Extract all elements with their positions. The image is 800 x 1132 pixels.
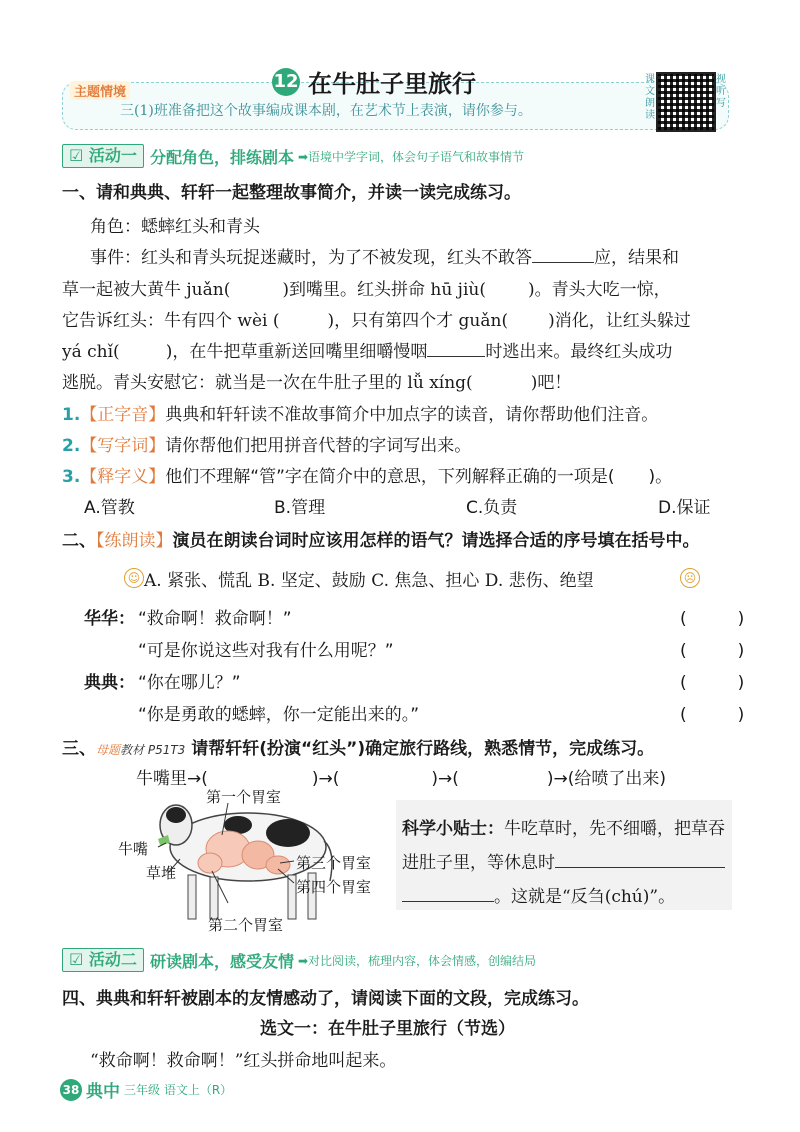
stomach-chamber [266, 856, 290, 874]
label-stomach2: 第二个胃室 [208, 916, 284, 934]
brand-logo: 典中 [86, 1082, 120, 1102]
story-line-2: 草一起被大黄牛 juǎn( )到嘴里。红头拼命 hū jiù( )。青头大吃一惊， [62, 280, 671, 300]
blank-answer[interactable] [402, 901, 494, 902]
story-line-4: yá chǐ( )，在牛把草重新送回嘴里细嚼慢咽 时逃出来。最终红头成功 [62, 342, 673, 362]
section4-heading: 四、典典和轩轩被剧本的友情感动了，请阅读下面的文段，完成练习。 [62, 989, 589, 1009]
story-line-3: 它告诉红头：牛有四个 wèi ( )，只有第四个才 guǎn( )消化，让红头躲过 [62, 311, 691, 331]
tips-line-1: 科学小贴士：牛吃草时，先不细嚼，把草吞 [402, 819, 725, 839]
speaker-huahua: 华华： [84, 609, 135, 629]
lesson-number: 12 [272, 68, 300, 96]
activity1-bar [62, 144, 524, 168]
cow-spot [266, 819, 310, 847]
dialogue-2: “可是你说这些对我有什么用呢？” [138, 641, 394, 661]
option-c[interactable]: C.负责 [466, 498, 518, 518]
qr-left-label: 课文朗读 [645, 74, 655, 121]
tips-line-3: 。这就是“反刍(chú)”。 [402, 882, 675, 907]
activity1-badge: ☑ 活动一 [62, 144, 144, 168]
stomach-chamber [198, 853, 222, 873]
cow-leg [210, 877, 218, 919]
section1-heading: 一、请和典典、轩轩一起整理故事简介，并读一读完成练习。 [62, 183, 521, 203]
cow-head-spot [166, 807, 186, 823]
roles-line: 角色：蟋蟀红头和青头 [90, 217, 260, 237]
answer-bracket-4[interactable]: ( ) [680, 705, 745, 725]
activity1-subtitle: ➡语境中学字词，体会句子语气和故事情节 [297, 149, 525, 164]
grade-label: 三年级 语文上（R） [124, 1083, 233, 1097]
answer-bracket-1[interactable]: ( ) [680, 609, 745, 629]
speaker-diandian: 典典： [84, 673, 135, 693]
blank-answer[interactable] [555, 867, 725, 868]
cow-leg [188, 875, 196, 919]
task1: 1.【正字音】典典和轩轩读不准故事简介中加点字的读音，请你帮助他们注音。 [62, 405, 659, 425]
task3: 3.【释字义】他们不理解“管”字在简介中的意思，下列解释正确的一项是( )。 [62, 467, 673, 487]
sad-face-icon: ☹ [680, 567, 700, 588]
theme-tag: 主题情境 [70, 81, 130, 100]
qr-code-icon[interactable] [656, 72, 716, 132]
story-line-5: 逃脱。青头安慰它：就当是一次在牛肚子里的 lǚ xíng( )吧！ [62, 373, 572, 393]
activity2-title: 研读剧本，感受友情 [149, 951, 294, 971]
story-line-1: 事件：红头和青头玩捉迷藏时，为了不被发现，红头不敢答 应，结果和 [90, 248, 679, 268]
label-stomach4: 第四个胃室 [296, 878, 372, 896]
happy-face-icon: ☺ [124, 567, 144, 588]
answer-bracket-2[interactable]: ( ) [680, 641, 745, 661]
route-line: 牛嘴里→( )→( )→( )→(给喷了出来) [136, 769, 667, 789]
activity1-title: 分配角色，排练剧本 [149, 147, 294, 167]
label-stomach3: 第三个胃室 [296, 854, 372, 872]
dialogue-1: “救命啊！救命啊！” [138, 609, 292, 629]
dialogue-3: “你在哪儿？” [138, 673, 241, 693]
theme-text: 三(1)班准备把这个故事编成课本剧，在艺术节上表演，请你参与。 [120, 103, 532, 119]
label-stomach1: 第一个胃室 [206, 788, 282, 806]
activity2-badge: ☑ 活动二 [62, 948, 144, 972]
answer-bracket-3[interactable]: ( ) [680, 673, 745, 693]
passage-line: “救命啊！救命啊！”红头拼命地叫起来。 [90, 1051, 397, 1071]
qr-right-label: 视听写 [716, 74, 726, 109]
option-b[interactable]: B.管理 [274, 498, 326, 518]
label-mouth: 牛嘴 [118, 840, 149, 858]
option-d[interactable]: D.保证 [658, 498, 711, 518]
muti-tag: 母题教材 P51T3 [96, 743, 186, 757]
section2-heading: 二、【练朗读】演员在朗读台词时应该用怎样的语气？请选择合适的序号填在括号中。 [62, 531, 700, 551]
dialogue-4: “你是勇敢的蟋蟀，你一定能出来的。” [138, 705, 420, 725]
section3-heading: 三、母题教材 P51T3 请帮轩轩(扮演“红头”)确定旅行路线，熟悉情节，完成练习。 [62, 739, 655, 759]
blank-answer[interactable] [532, 262, 594, 263]
passage-title: 选文一：在牛肚子里旅行（节选） [260, 1019, 515, 1039]
blank-answer[interactable] [427, 356, 485, 357]
page-title: 在牛肚子里旅行 [308, 70, 476, 98]
tone-choices: A. 紧张、慌乱 B. 坚定、鼓励 C. 焦急、担心 D. 悲伤、绝望 [144, 571, 594, 591]
page-number: 38 [60, 1079, 82, 1101]
option-a[interactable]: A.管教 [84, 498, 135, 518]
activity2-bar [62, 948, 536, 972]
task2: 2.【写字词】请你帮他们把用拼音代替的字词写出来。 [62, 436, 472, 456]
activity2-subtitle: ➡对比阅读，梳理内容，体会情感，创编结局 [297, 953, 537, 968]
label-grass: 草堆 [146, 864, 177, 882]
tips-line-2: 进肚子里，等休息时 [402, 848, 725, 873]
